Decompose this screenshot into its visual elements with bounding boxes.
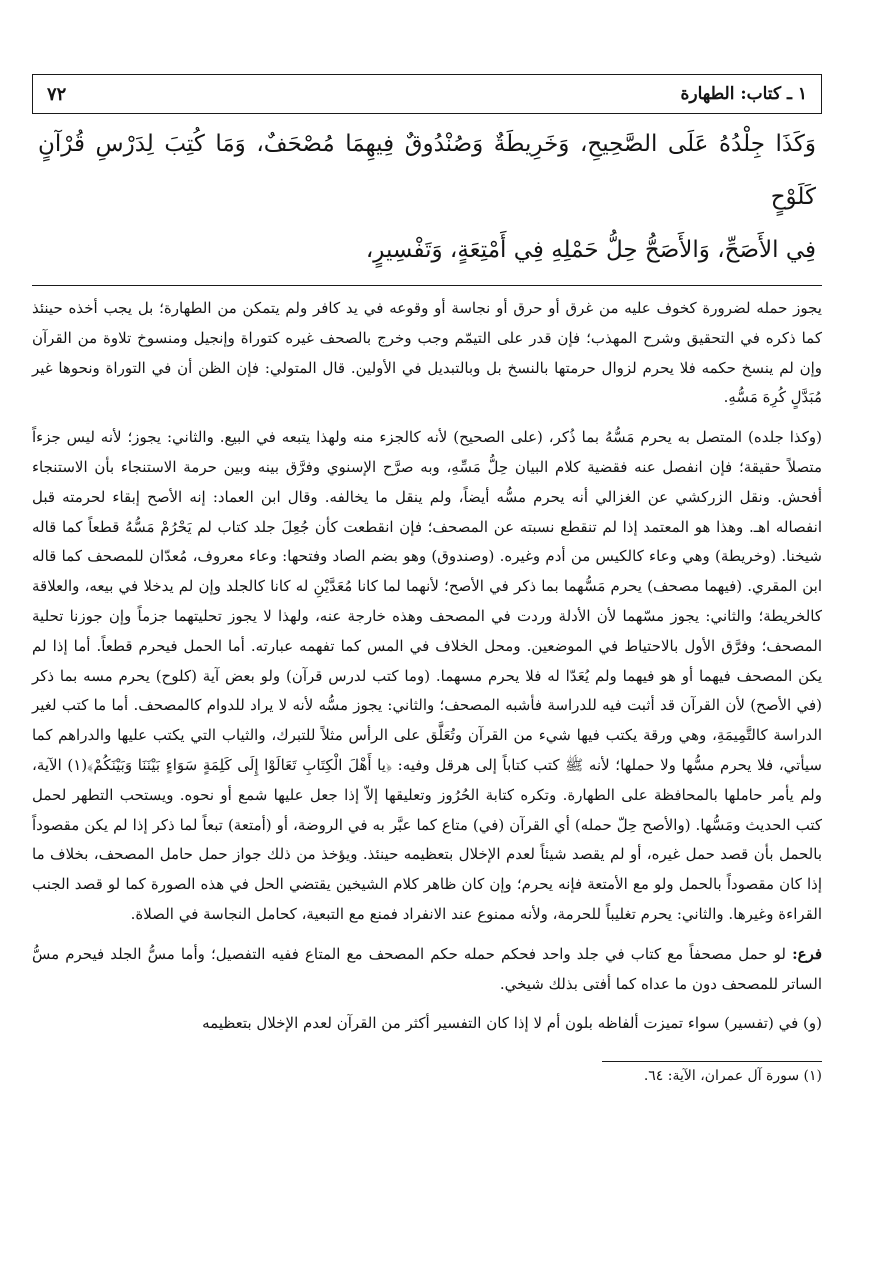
page xyxy=(32,74,822,1084)
commentary-paragraph-2: (وكذا جلده) المتصل به يحرم مَسُّهُ بما ذُكر، (على الصحيح) لأنه كالجزء منه ولهذا يتبعه في البيع. والثاني: يجوز؛ لأنه ليس جزءاً متصلاً حقيقة؛ فإن انفصل عنه فقضية كلام البيان حِلُّ مَسِّهِ، وبه صرَّح الإسنوي وفرَّق بينه وبين حرمة الاستنجاء بأن الاستنجاء أفحش. ونقل الزركشي عن الغزالي أنه يحرم مسُّه أيضاً، ولم ينقل ما يخالفه. وقال ابن العماد: إنه الأصح إبقاء لحرمته قبل انفصاله اهـ. وهذا هو المعتمد إذا لم تنقطع نسبته عن المصحف؛ فإن انقطعت كأن جُعِلَ جلد كتاب لم يَحْرُمْ مَسُّهُ قطعاً كما قاله شيخنا. (وخريطة) وهي وعاء كالكيس من أدم وغيره. (وصندوق) وهو بضم الصاد وفتحها: وعاء معروف، مُعدّان للمصحف كما قاله ابن المقري. (فيهما مصحف) يحرم مَسُّهما بما ذكر في الأصح؛ لأنهما لما كانا مُعَدَّيْنِ له كانا كالجلد وإن لم يدخلا في بيعه، والعلاقة كالخريطة؛ والثاني: يجوز مسّهما لأن الأدلة وردت في المصحف وهذه خارجة عنه، ولهذا لا يجوز تحليتهما جزماً وإن جوزنا تحلية المصحف؛ وفرَّق الأول بالاحتياط في الموضعين. ومحل الخلاف في المس كما تفهمه عبارته. أما الحمل فيحرم قطعاً. أما إذا لم يكن المصحف فيهما أو هو فيهما ولم يُعَدّا له فلا يحرم مسهما. (وما كتب لدرس قرآن) ولو بعض آية (كلوح) يحرم مسه بما ذكر (في الأصح) لأن القرآن قد أثبت فيه للدراسة فأشبه المصحف؛ والثاني: يجوز مسُّه لأنه لا يراد للدوام كالمصحف. أما ما كتب لغير الدراسة كالتَّمِيمَةِ، وهي ورقة يكتب فيها شيء من القرآن وتُعَلَّق على الرأس مثلاً للتبرك، والثياب التي يكتب عليها والدراهم كما سيأتي، فلا يحرم مسُّها ولا حملها؛ لأنه ﷺ كتب كتاباً إلى هرقل وفيه: ﴿يا أَهْلَ الْكِتَابِ تَعَالَوْا إِلَى كَلِمَةٍ سَوَاءٍ بَيْنَنَا وَبَيْنَكُمْ﴾(١) الآية، ولم يأمر حاملها بالمحافظة على الطهارة. وتكره كتابة الحُرُوز وتعليقها إلاّ إذا جعل عليها شمع أو نحوه. ويستحب التطهر لحمل كتب الحديث ومَسُّها. (والأصح حِلّ حمله) أي القرآن (في) متاع كما عبَّر به في الروضة، أو (أمتعة) تبعاً لما ذكر إذا لم يكن مقصوداً بالحمل بأن قصد حمل غيره، أو لم يقصد شيئاً لعدم الإخلال بتعظيمه حينئذ. ويؤخذ من ذلك جواز حمل حامل المصحف، بخلاف ما إذا كان مقصوداً بالحمل ولو مع الأمتعة فإنه يحرم؛ وإن كان ظاهر كلام الشيخين يقتضي الحل في هذه الصورة كما لو قصد الجنب القراءة وغيرها. والثاني: يحرم تغليباً للحرمة، ولأنه ممنوع عند الانفراد فمنع مع التبعية، كحامل النجاسة في الصلاة. xyxy=(32,428,823,923)
matn-line-2: فِي الأَصَحِّ، وَالأَصَحُّ حِلُّ حَمْلِهِ فِي أَمْتِعَةٍ، وَتَفْسِيرٍ، xyxy=(365,237,816,263)
footnote-divider xyxy=(602,1061,822,1062)
running-header xyxy=(32,74,822,114)
commentary-far-paragraph xyxy=(32,940,822,1000)
commentary-paragraph-1: يجوز حمله لضرورة كخوف عليه من غرق أو حرق أو نجاسة أو وقوعه في يد كافر ولم يتمكن من الطهارة؛ بل يجب أخذه حينئذ كما ذكره في التحقيق وشرح المهذب؛ فإن قدر على التيمّم وجب وخرج بالصحف غيره كتوراة وإنجيل ومنسوخ تلاوة من القرآن وإن لم ينسخ حكمه فلا يحرم لزوال حرمتها بالنسخ بل وبالتبديل في الأولين. قال المتولي: فإن الظن أن في التوراة ونحوها غير مُبَدَّلٍ كُرِهَ مَسُّهِ. xyxy=(32,299,822,407)
commentary-paragraph-4: (و) في (تفسير) سواء تميزت ألفاظه بلون أم لا إذا كان التفسير أكثر من القرآن لعدم الإخلال بتعظيمه xyxy=(202,1014,822,1033)
matn-text xyxy=(32,114,822,277)
far-label: فرع: xyxy=(792,944,822,963)
page-number: ٧٢ xyxy=(47,83,67,105)
matn-divider xyxy=(32,285,822,286)
chapter-title: ١ ـ كتاب: الطهارة xyxy=(680,84,807,104)
matn-line-1: وَكَذَا جِلْدُهُ عَلَى الصَّحِيحِ، وَخَرِيطَةٌ وَصُنْدُوقٌ فِيهِمَا مُصْحَفٌ، وَمَا كُتِبَ لِدَرْسِ قُرْآنٍ كَلَوْحٍ xyxy=(38,131,816,210)
far-text: لو حمل مصحفاً مع كتاب في جلد واحد فحكم حمله حكم المصحف مع المتاع ففيه التفصيل؛ وأما مسُّ الجلد فيحرم مسُّ الساتر للمصحف دون ما عداه كما أفتى بذلك شيخي. xyxy=(32,944,822,993)
footnote: (١) سورة آل عمران، الآية: ٦٤. xyxy=(643,1068,822,1085)
